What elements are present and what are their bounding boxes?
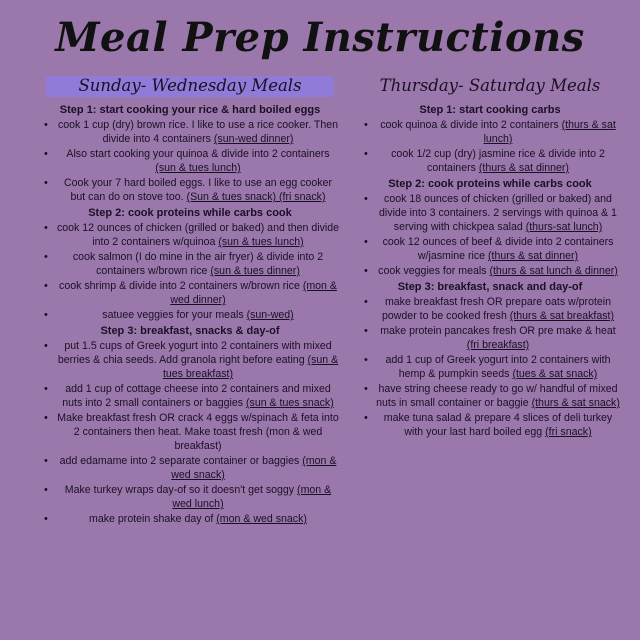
list-item: • Cook your 7 hard boiled eggs. I like to use an egg cooker but can do on stove too. (Sun & tues snack) (fri snack) (40, 176, 340, 204)
left-step-2: Step 2: cook proteins while carbs cook (88, 207, 292, 219)
right-step-3: Step 3: breakfast, snack and day-of (397, 281, 583, 293)
right-heading: Thursday- Saturday Meals (379, 76, 601, 95)
list-item: • put 1.5 cups of Greek yogurt into 2 containers with mixed berries & chia seeds. Add granola right before eating (sun & tues breakfast) (40, 339, 340, 381)
left-step-3: Step 3: breakfast, snacks & day-of (100, 325, 280, 337)
list-item: • Also start cooking your quinoa & divide into 2 containers (sun & tues lunch) (40, 147, 340, 175)
list-item: • have string cheese ready to go w/ handful of mixed nuts in small container or baggie (thurs & sat snack) (360, 382, 620, 410)
list-item: • cook 12 ounces of beef & divide into 2 containers w/jasmine rice (thurs & sat dinner) (360, 235, 620, 263)
left-step-3-list (40, 339, 340, 526)
left-step-1: Step 1: start cooking your rice & hard boiled eggs (59, 104, 321, 116)
left-step-2-list (40, 221, 340, 322)
list-item: • add 1 cup of cottage cheese into 2 containers and mixed nuts into 2 small containers or baggies (sun & tues snack) (40, 382, 340, 410)
left-heading: Sunday- Wednesday Meals (40, 72, 340, 99)
list-item: • cook 12 ounces of chicken (grilled or baked) and then divide into 2 containers w/quinoa (sun & tues lunch) (40, 221, 340, 249)
right-column (360, 72, 620, 440)
right-step-3-list (360, 295, 620, 439)
list-item: • make tuna salad & prepare 4 slices of deli turkey with your last hard boiled egg (fri snack) (360, 411, 620, 439)
list-item: • add 1 cup of Greek yogurt into 2 containers with hemp & pumpkin seeds (tues & sat snack) (360, 353, 620, 381)
left-column (40, 72, 340, 527)
right-step-2-list (360, 192, 620, 278)
list-item: • cook 18 ounces of chicken (grilled or baked) and divide into 3 containers. 2 servings with quinoa & 1 serving with chickpea salad (thurs-sat lunch) (360, 192, 620, 234)
right-step-1: Step 1: start cooking carbs (419, 104, 561, 116)
list-item: • make breakfast fresh OR prepare oats w/protein powder to be cooked fresh (thurs & sat breakfast) (360, 295, 620, 323)
list-item: • cook 1 cup (dry) brown rice. I like to use a rice cooker. Then divide into 4 containers (sun-wed dinner) (40, 118, 340, 146)
list-item: • cook quinoa & divide into 2 containers (thurs & sat lunch) (360, 118, 620, 146)
list-item: • Make breakfast fresh OR crack 4 eggs w/spinach & feta into 2 containers then heat. Make toast fresh (mon & wed breakfast) (40, 411, 340, 453)
right-step-2: Step 2: cook proteins while carbs cook (388, 178, 592, 190)
list-item: • cook 1/2 cup (dry) jasmine rice & divide into 2 containers (thurs & sat dinner) (360, 147, 620, 175)
list-item: • cook shrimp & divide into 2 containers w/brown rice (mon & wed dinner) (40, 279, 340, 307)
page-title: Meal Prep Instructions (55, 14, 585, 61)
list-item: • make protein shake day of (mon & wed snack) (40, 512, 340, 526)
list-item: • cook veggies for meals (thurs & sat lunch & dinner) (360, 264, 620, 278)
list-item: • add edamame into 2 separate container or baggies (mon & wed snack) (40, 454, 340, 482)
list-item: • Make turkey wraps day-of so it doesn't get soggy (mon & wed lunch) (40, 483, 340, 511)
left-step-1-list (40, 118, 340, 204)
list-item: • cook salmon (I do mine in the air fryer) & divide into 2 containers w/brown rice (sun & tues dinner) (40, 250, 340, 278)
right-step-1-list (360, 118, 620, 175)
list-item: • satuee veggies for your meals (sun-wed) (40, 308, 340, 322)
list-item: • make protein pancakes fresh OR pre make & heat (fri breakfast) (360, 324, 620, 352)
